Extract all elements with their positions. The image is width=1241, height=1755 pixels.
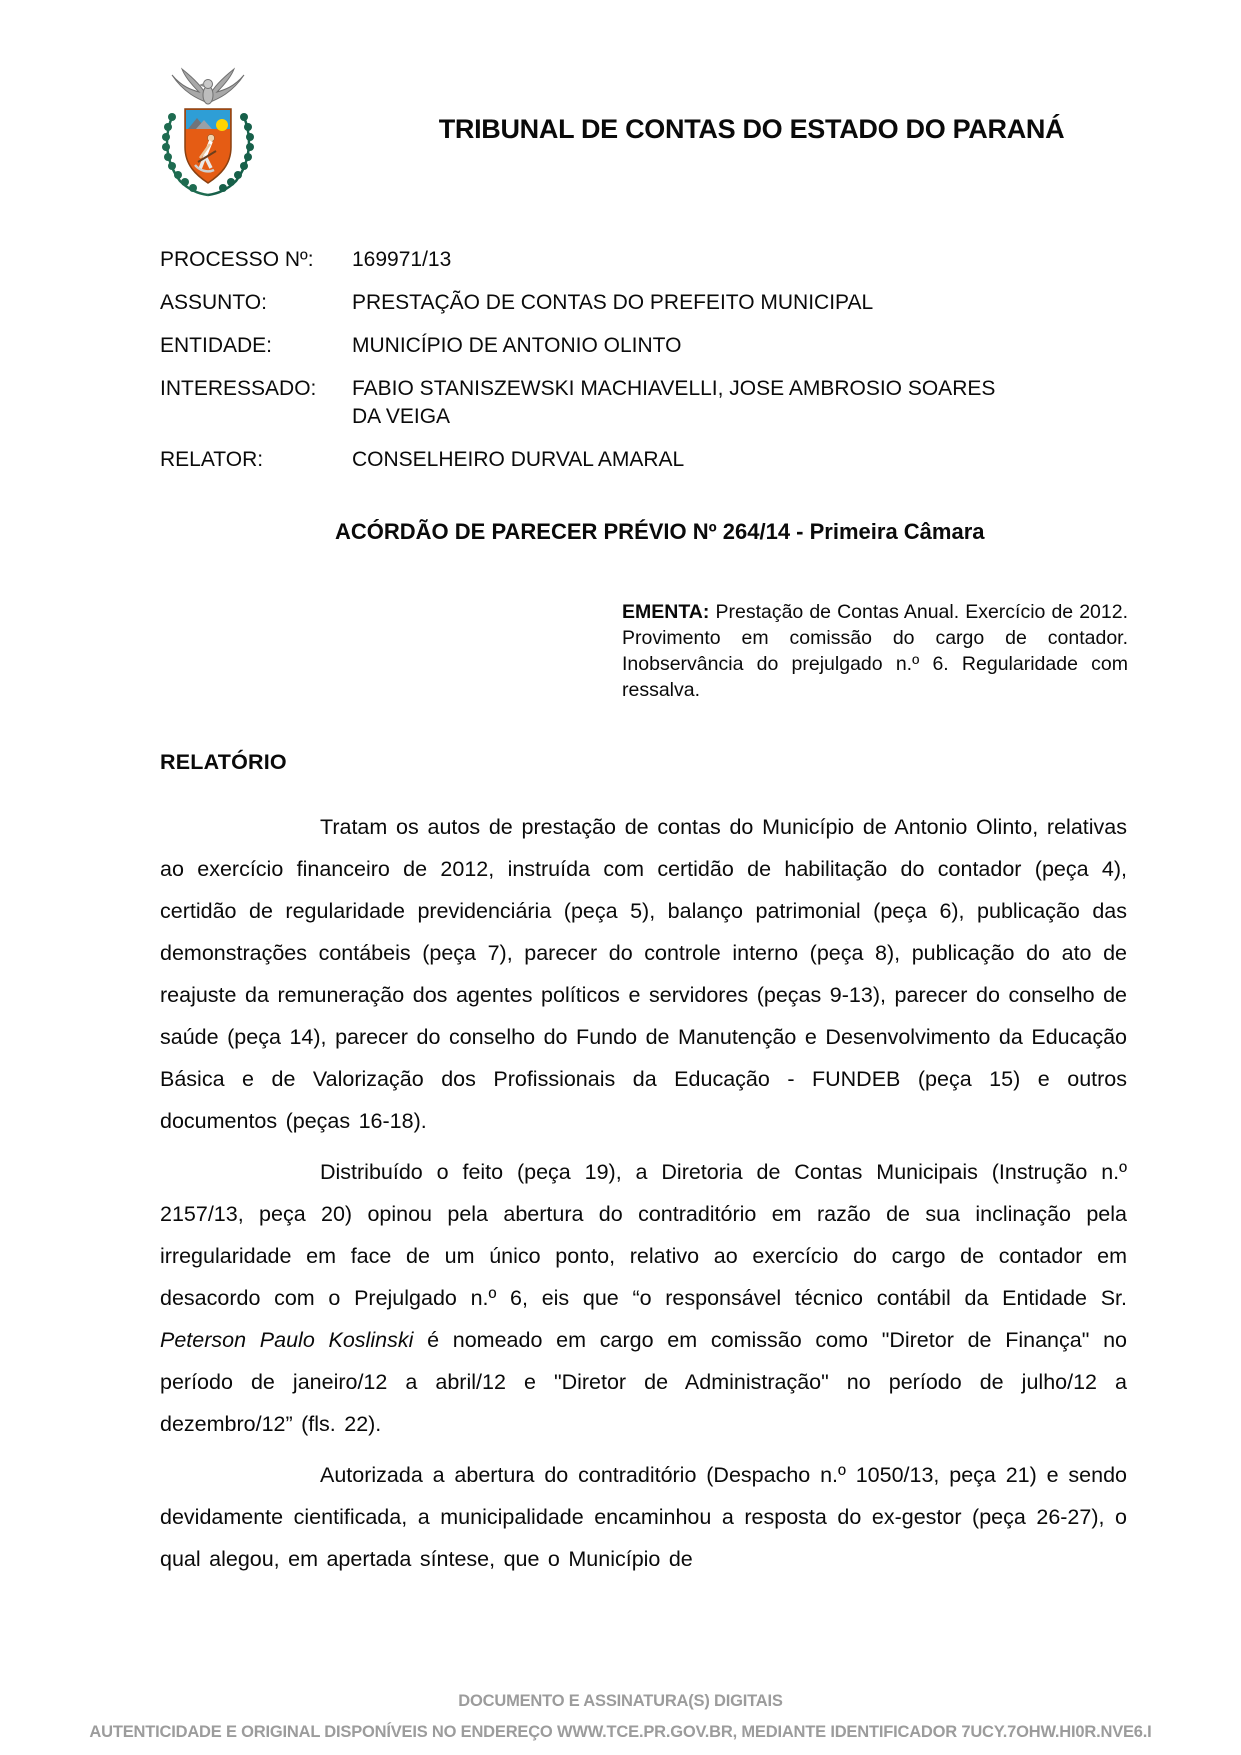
report-paragraph-3: Autorizada a abertura do contraditório (Despacho n.º 1050/13, peça 21) e sendo devidamente cientificada, a municipalidade encaminhou a resposta do ex-gestor (peça 26-27), o qual alegou, em apertada síntese, que o Município de bbox=[160, 1463, 1127, 1571]
metadata-value: FABIO STANISZEWSKI MACHIAVELLI, JOSE AMBROSIO SOARES DA VEIGA bbox=[352, 377, 996, 428]
ementa-text: Prestação de Contas Anual. Exercício de 2012. Provimento em comissão do cargo de contador. Inobservância do prejulgado n.º 6. Regularidade com ressalva. bbox=[622, 601, 1129, 701]
metadata-value: 169971/13 bbox=[352, 248, 452, 271]
metadata-row-relator bbox=[160, 446, 1127, 474]
metadata-label: ENTIDADE: bbox=[160, 334, 273, 357]
footer-line-2: AUTENTICIDADE E ORIGINAL DISPONÍVEIS NO ENDEREÇO WWW.TCE.PR.GOV.BR, MEDIANTE IDENTIFICADOR 7UCY.7OHW.HI0R.NVE6.I bbox=[89, 1723, 1152, 1741]
metadata-row-assunto bbox=[160, 289, 1127, 317]
ementa-label: EMENTA: bbox=[622, 601, 710, 623]
report-paragraph-1: Tratam os autos de prestação de contas do Município de Antonio Olinto, relativas ao exercício financeiro de 2012, instruída com certidão de habilitação do contador (peça 4), certidão de regularidade previdenciária (peça 5), balanço patrimonial (peça 6), publicação das demonstrações contábeis (peça 7), parecer do controle interno (peça 8), publicação do ato de reajuste da remuneração dos agentes políticos e servidores (peças 9-13), parecer do conselho de saúde (peça 14), parecer do conselho do Fundo de Manutenção e Desenvolvimento da Educação Básica e de Valorização dos Profissionais da Educação - FUNDEB (peça 15) e outros documentos (peças 16-18). bbox=[160, 815, 1127, 1133]
metadata-label: RELATOR: bbox=[160, 448, 264, 471]
metadata-label: ASSUNTO: bbox=[160, 291, 267, 314]
metadata-value: PRESTAÇÃO DE CONTAS DO PREFEITO MUNICIPAL bbox=[352, 291, 874, 314]
report-paragraph-2: Distribuído o feito (peça 19), a Diretoria de Contas Municipais (Instrução n.º 2157/13, peça 20) opinou pela abertura do contraditório em razão de sua inclinação pela irregularidade em face de um único ponto, relativo ao exercício do cargo de contador em desacordo com o Prejulgado n.º 6, eis que “o responsável técnico contábil da Entidade Sr. Peterson Paulo Koslinski é nomeado em cargo em comissão como "Diretor de Finança" no período de janeiro/12 a abril/12 e "Diretor de Administração" no período de julho/12 a dezembro/12” (fls. 22). bbox=[160, 1160, 1127, 1436]
metadata-row-processo bbox=[160, 246, 1127, 274]
metadata-value: MUNICÍPIO DE ANTONIO OLINTO bbox=[352, 334, 682, 357]
footer-line-1: DOCUMENTO E ASSINATURA(S) DIGITAIS bbox=[458, 1692, 783, 1710]
metadata-label: INTERESSADO: bbox=[160, 377, 317, 400]
report-heading: RELATÓRIO bbox=[160, 750, 287, 774]
metadata-row-entidade bbox=[160, 332, 1127, 360]
report-body bbox=[160, 806, 1127, 1589]
parana-coat-of-arms-logo bbox=[152, 64, 264, 200]
decision-title: ACÓRDÃO DE PARECER PRÉVIO Nº 264/14 - Primeira Câmara bbox=[335, 519, 985, 544]
document-footer bbox=[0, 1686, 1241, 1748]
metadata-label: PROCESSO Nº: bbox=[160, 248, 314, 271]
metadata-row-interessado bbox=[160, 375, 1127, 431]
process-metadata bbox=[160, 246, 1127, 489]
ementa-block bbox=[622, 599, 1128, 703]
page-title: TRIBUNAL DE CONTAS DO ESTADO DO PARANÁ bbox=[438, 114, 1065, 144]
metadata-value: CONSELHEIRO DURVAL AMARAL bbox=[352, 448, 685, 471]
